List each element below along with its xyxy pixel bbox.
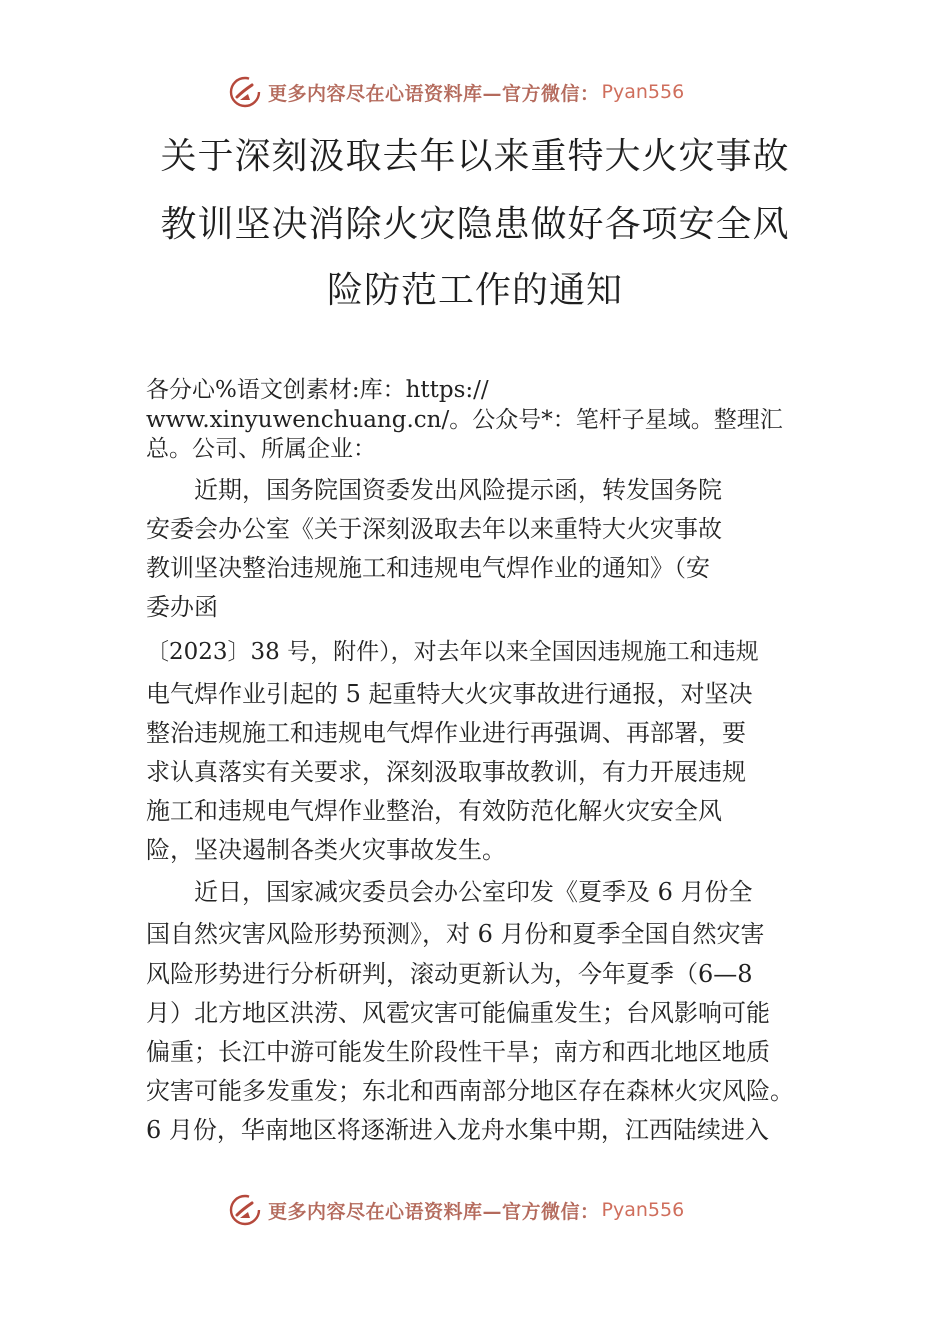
paragraph-1-line: 电气焊作业引起的 5 起重特大火灾事故进行通报，对坚决 (146, 680, 753, 708)
paragraph-1-line: 安委会办公室《关于深刻汲取去年以来重特大火灾事故 (146, 515, 722, 543)
doc-title-line-3: 险防范工作的通知 (326, 270, 623, 311)
banner-text: 更多内容尽在心语资料库—官方微信： (268, 1200, 600, 1223)
header-banner (228, 72, 684, 112)
paragraph-2-line: 灾害可能多发重发；东北和西南部分地区存在森林火灾风险。 (146, 1077, 794, 1105)
paragraph-2-line: 偏重；长江中游可能发生阶段性干旱；南方和西北地区地质 (146, 1038, 770, 1066)
book-brush-logo-icon (228, 1193, 262, 1227)
banner-wechat-id: Pyan556 (601, 81, 685, 103)
paragraph-2-line: 近日，国家减灾委员会办公室印发《夏季及 6 月份全 (194, 878, 753, 906)
header-line: 各分心%语文创素材:库：https:// (146, 377, 489, 403)
paragraph-2-line: 风险形势进行分析研判，滚动更新认为，今年夏季（6—8 (146, 960, 753, 988)
header-line: 总。公司、所属企业： (146, 436, 376, 462)
paragraph-2-line: 月）北方地区洪涝、风雹灾害可能偏重发生；台风影响可能 (146, 999, 770, 1027)
paragraph-1-line: 〔2023〕38 号，附件），对去年以来全国因违规施工和违规 (146, 639, 759, 665)
footer-banner (228, 1190, 684, 1230)
paragraph-1-line: 近期，国务院国资委发出风险提示函，转发国务院 (194, 476, 722, 504)
paragraph-2-line: 6 月份，华南地区将逐渐进入龙舟水集中期，江西陆续进入 (146, 1116, 769, 1144)
paragraph-1-line: 施工和违规电气焊作业整治，有效防范化解火灾安全风 (146, 797, 722, 825)
banner-text: 更多内容尽在心语资料库—官方微信： (268, 82, 600, 105)
paragraph-2-line: 国自然灾害风险形势预测》，对 6 月份和夏季全国自然灾害 (146, 920, 765, 948)
doc-title-line-1: 关于深刻汲取去年以来重特大火灾事故 (160, 136, 790, 177)
header-line: www.xinyuwenchuang.cn/。公众号*：笔杆子星域。整理汇 (146, 407, 783, 433)
paragraph-1-line: 委办函 (146, 593, 218, 621)
doc-title-line-2: 教训坚决消除火灾隐患做好各项安全风 (160, 204, 790, 245)
paragraph-1-line: 求认真落实有关要求，深刻汲取事故教训，有力开展违规 (146, 758, 746, 786)
paragraph-1-line: 险，坚决遏制各类火灾事故发生。 (146, 836, 506, 864)
book-brush-logo-icon (228, 75, 262, 109)
banner-wechat-id: Pyan556 (601, 1199, 685, 1221)
paragraph-1-line: 教训坚决整治违规施工和违规电气焊作业的通知》（安 (146, 554, 710, 582)
paragraph-1-line: 整治违规施工和违规电气焊作业进行再强调、再部署，要 (146, 719, 746, 747)
